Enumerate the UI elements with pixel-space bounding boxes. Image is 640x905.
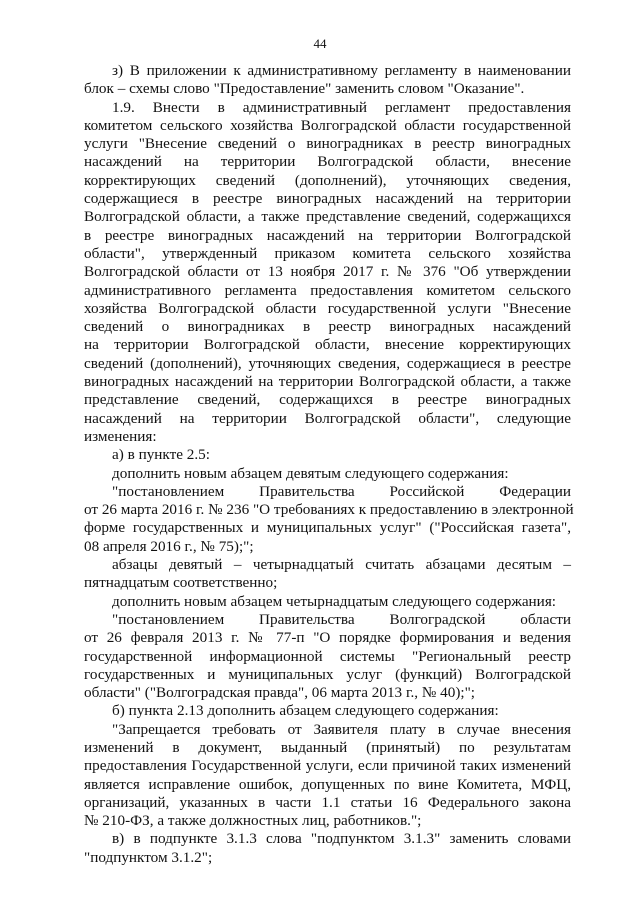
text-line: пятнадцатым соответственно; [84, 574, 278, 592]
text-line: "Запрещается требовать от Заявителя плату в случае внесения [112, 720, 571, 738]
paragraph-quote-1 [84, 482, 574, 556]
text-line: Волгоградской области от 13 ноября 2017 г. № 376 "Об утверждении [84, 263, 571, 281]
text-line: абзацы девятый – четырнадцатый считать абзацами десятым – [112, 556, 571, 574]
text-line: услуги "Внесение сведений о виноградниках в реестр виноградных [84, 135, 571, 153]
text-line: № 210-ФЗ, а также должностных лиц, работников."; [84, 812, 422, 830]
text-line: дополнить новым абзацем девятым следующего содержания: [112, 464, 509, 482]
page-number: 44 [313, 36, 327, 51]
text-line: представление сведений, содержащихся в реестре виноградных [84, 391, 571, 409]
text-line: государственной информационной системы "Региональный реестр [84, 647, 571, 665]
text-line: предоставления Государственной услуги, если причиной таких изменений [84, 757, 571, 775]
text-line: "постановлением Правительства Волгоградской области [112, 610, 571, 628]
text-line: в реестре виноградных насаждений на территории Волгоградской [84, 226, 571, 244]
paragraph-z [84, 62, 571, 99]
text-line: форме государственных и муниципальных услуг" ("Российская газета", [84, 519, 571, 537]
text-line: организаций, указанных в части 1.1 статьи 16 Федерального закона [84, 793, 571, 811]
text-line: административного регламента предоставления комитетом сельского [84, 281, 571, 299]
paragraph-v [84, 830, 571, 867]
text-line: сведений о виноградниках в реестр виноградных насаждений [84, 318, 571, 336]
text-line: на территории Волгоградской области, внесение корректирующих [84, 336, 571, 354]
text-line: содержащиеся в реестре виноградных насаждений на территории [84, 190, 571, 208]
text-line: блок – схемы слово "Предоставление" заменить словом "Оказание". [84, 80, 525, 98]
paragraph-a [84, 446, 571, 464]
paragraph-a-add-2 [84, 593, 571, 611]
text-line: изменений в документ, выданный (принятый) по результатам [84, 738, 571, 756]
paragraph-1-9 [84, 99, 571, 447]
text-line: б) пункта 2.13 дополнить абзацем следующего содержания: [112, 702, 499, 720]
paragraph-quote-3 [84, 721, 571, 831]
paragraph-quote-2 [84, 611, 571, 702]
text-line: сведений (дополнений), уточняющих сведения, содержащиеся в реестре [84, 354, 571, 372]
text-line: области" ("Волгоградская правда", 06 марта 2013 г., № 40);"; [84, 684, 476, 702]
text-line: "подпунктом 3.1.2"; [84, 848, 213, 866]
text-line: а) в пункте 2.5: [112, 446, 210, 464]
text-line: от 26 марта 2016 г. № 236 "О требованиях к предоставлению в электронной [84, 501, 574, 519]
text-line: комитетом сельского хозяйства Волгоградской области государственной [84, 116, 571, 134]
paragraph-b [84, 702, 571, 720]
text-line: от 26 февраля 2013 г. № 77-п "О порядке формирования и ведения [84, 629, 571, 647]
text-line: 1.9. Внести в административный регламент предоставления [112, 98, 571, 116]
text-line: "постановлением Правительства Российской Федерации [112, 482, 571, 500]
text-line: 08 апреля 2016 г., № 75);"; [84, 537, 254, 555]
text-line: з) В приложении к административному регламенту в наименовании [112, 62, 571, 79]
text-line: насаждений на территории Волгоградской области, внесение [84, 153, 571, 171]
text-line: хозяйства Волгоградской области государственной услуги "Внесение [84, 299, 571, 317]
text-line: корректирующих сведений (дополнений), уточняющих сведения, [84, 171, 571, 189]
text-line: дополнить новым абзацем четырнадцатым следующего содержания: [112, 592, 557, 610]
text-line: государственных и муниципальных услуг (функций) Волгоградской [84, 665, 571, 683]
text-line: является исправление ошибок, допущенных по вине Комитета, МФЦ, [84, 775, 571, 793]
text-line: в) в подпункте 3.1.3 слова "подпунктом 3.1.3" заменить словами [112, 830, 571, 848]
paragraph-a-add-1 [84, 465, 571, 483]
text-line: изменения: [84, 427, 157, 445]
text-line: насаждений на территории Волгоградской области", следующие [84, 409, 571, 427]
document-body [84, 62, 574, 867]
text-line: Волгоградской области, а также представление сведений, содержащихся [84, 208, 571, 226]
paragraph-renumber [84, 556, 571, 593]
text-line: области", утвержденный приказом комитета сельского хозяйства [84, 244, 571, 262]
text-line: виноградных насаждений на территории Волгоградской области, а также [84, 373, 571, 391]
